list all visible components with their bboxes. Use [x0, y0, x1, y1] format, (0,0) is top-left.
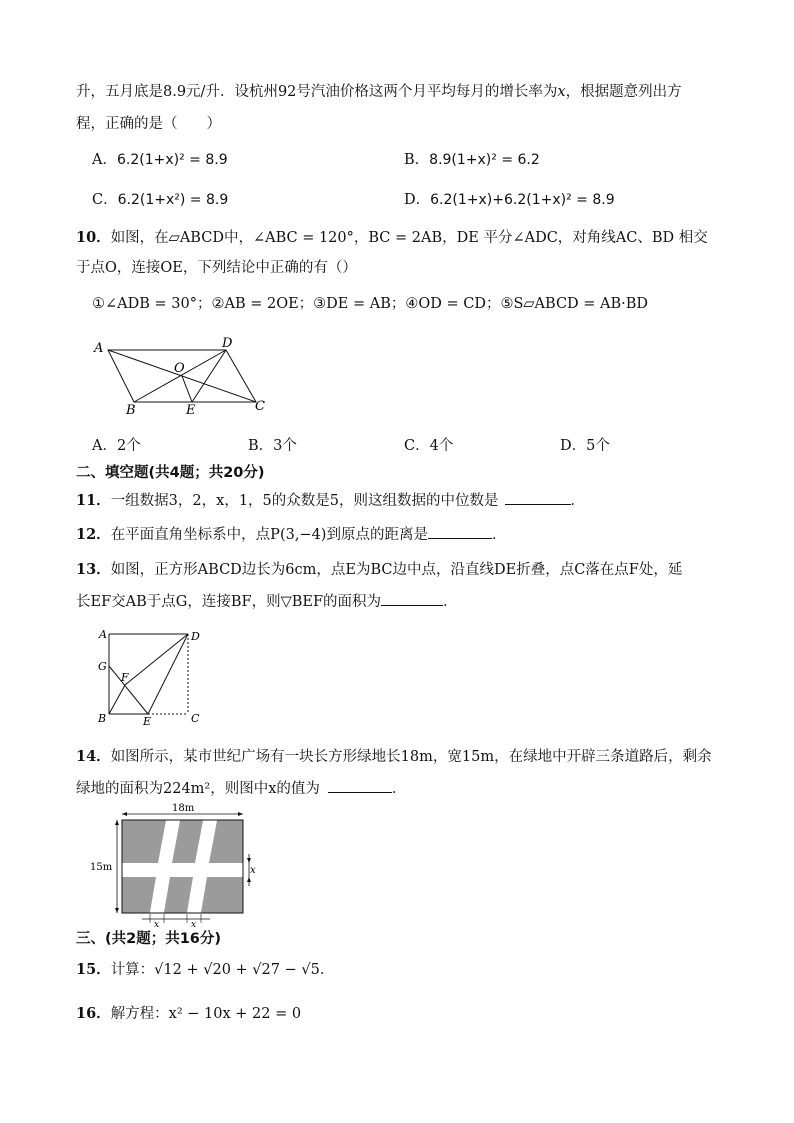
x-label-bottom-1: x — [154, 920, 160, 928]
q14-line2: 绿地的面积为224m²，则图中x的值为 ． — [76, 778, 406, 799]
q14-road-figure — [86, 802, 266, 928]
label-c: C — [191, 712, 200, 725]
height-label: 15m — [90, 862, 113, 873]
q12: 12．在平面直角坐标系中，点P(3,−4)到原点的距离是 ． — [76, 526, 507, 543]
segment-bf — [109, 685, 125, 714]
section-2-heading: 二、填空题(共4题；共20分) — [76, 465, 265, 481]
label-a: A — [94, 341, 104, 356]
q10-option-d: D．5个 — [560, 438, 610, 454]
q10-conclusions: ①∠ADB = 30°；②AB = 2OE；③DE = AB；④OD = CD；⑤S▱ABCD = AB·BD — [92, 296, 649, 312]
q10-line1: 10．如图，在▱ABCD中，∠ABC = 120°，BC = 2AB，DE 平分∠ADC，对角线AC、BD 相交 — [76, 229, 708, 246]
q10-option-b: B．3个 — [248, 438, 297, 454]
label-b: B — [98, 712, 107, 725]
label-e: E — [186, 403, 196, 418]
q9-option-d: D．6.2(1+x)+6.2(1+x)² = 8.9 — [404, 192, 615, 208]
label-e: E — [143, 715, 152, 726]
x-label-right: x — [250, 865, 256, 876]
q14-line1: 14．如图所示，某市世纪广场有一块长方形绿地长18m，宽15m，在绿地中开辟三条道路后，剩余 — [76, 748, 712, 765]
x-label-bottom-2: x — [191, 920, 197, 928]
label-c: C — [255, 399, 265, 414]
q10-option-a: A．2个 — [92, 438, 141, 454]
q10-parallelogram-figure — [88, 332, 288, 418]
segment-oe — [182, 376, 192, 402]
q9-option-c: C．6.2(1+x²) = 8.9 — [92, 192, 229, 208]
label-g: G — [98, 660, 107, 673]
segment-de — [148, 634, 188, 714]
q16: 16．解方程：x² − 10x + 22 = 0 — [76, 1005, 302, 1022]
label-d: D — [222, 336, 233, 351]
q12-answer-blank[interactable] — [428, 524, 492, 539]
q13-square-figure — [94, 626, 214, 726]
label-o: O — [174, 361, 185, 376]
q9-line1: 升，五月底是8.9元/升．设杭州92号汽油价格这两个月平均每月的增长率为x，根据题意列出方 — [76, 84, 682, 100]
q11: 11．一组数据3，2，x，1，5的众数是5，则这组数据的中位数是 ． — [76, 492, 585, 509]
q9-option-a: A．6.2(1+x)² = 8.9 — [92, 152, 228, 168]
label-d: D — [191, 630, 200, 643]
q9-line2: 程，正确的是（ ） — [76, 116, 221, 132]
section-3-heading: 三、(共2题；共16分) — [76, 931, 222, 947]
label-f: F — [121, 671, 129, 684]
q13-line1: 13．如图，正方形ABCD边长为6cm，点E为BC边中点，沿直线DE折叠，点C落在点F处，延 — [76, 561, 683, 578]
diagonal-bd — [134, 350, 226, 402]
q10-line2: 于点O，连接OE，下列结论中正确的有（） — [76, 260, 357, 276]
q9-option-b: B．8.9(1+x)² = 6.2 — [404, 152, 540, 168]
label-a: A — [99, 628, 107, 641]
q13-answer-blank[interactable] — [381, 591, 443, 606]
segment-de — [192, 350, 226, 402]
q11-answer-blank[interactable] — [505, 490, 571, 505]
q13-line2: 长EF交AB于点G，连接BF，则▽BEF的面积为 ． — [76, 591, 458, 612]
q10-option-c: C．4个 — [404, 438, 454, 454]
q15: 15．计算：√12 + √20 + √27 − √5． — [76, 961, 335, 978]
label-b: B — [126, 403, 136, 418]
width-label: 18m — [172, 803, 195, 814]
horizontal-road — [123, 863, 243, 877]
segment-fd — [125, 634, 188, 685]
q14-answer-blank[interactable] — [328, 778, 392, 793]
